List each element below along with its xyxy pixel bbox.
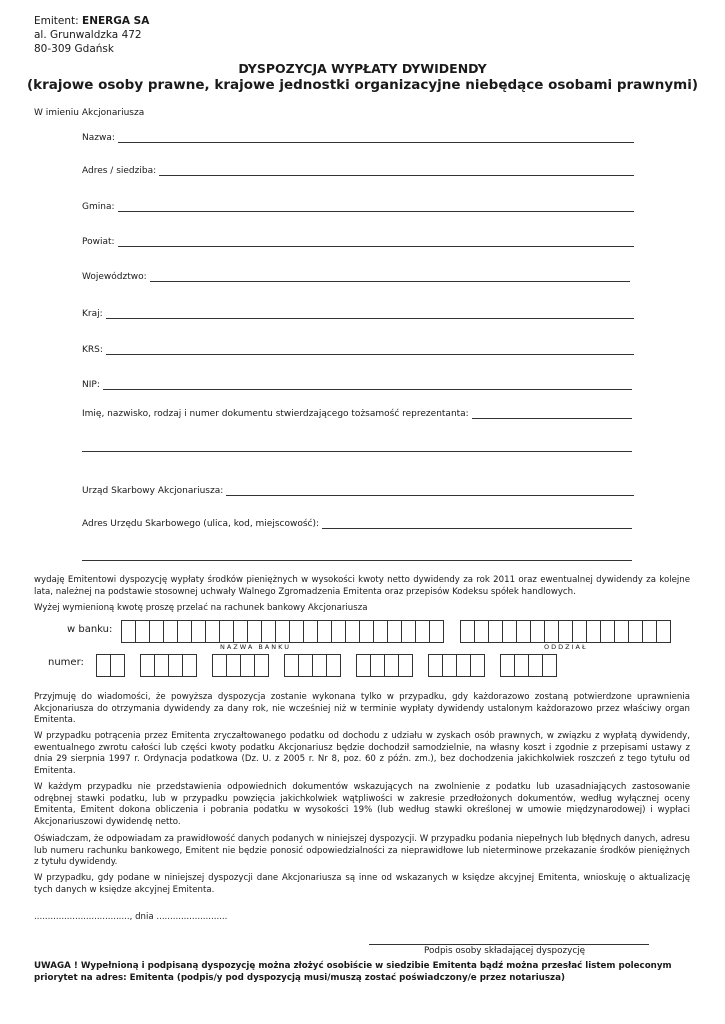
char-box[interactable] xyxy=(317,620,332,643)
char-box[interactable] xyxy=(572,620,587,643)
char-box[interactable] xyxy=(373,620,388,643)
char-box[interactable] xyxy=(442,654,457,677)
name-input-line[interactable] xyxy=(118,132,634,143)
char-box[interactable] xyxy=(140,654,155,677)
representative-continuation-line[interactable] xyxy=(82,451,632,452)
name-field[interactable] xyxy=(82,129,634,143)
krs-field[interactable] xyxy=(82,341,634,355)
char-box[interactable] xyxy=(628,620,643,643)
char-box[interactable] xyxy=(428,654,443,677)
krs-label: KRS: xyxy=(82,345,103,355)
district-label: Powiat: xyxy=(82,237,115,247)
account-number-boxes[interactable] xyxy=(96,654,556,677)
paragraph-tax-refund: W przypadku potrącenia przez Emitenta zryczałtowanego podatku od dochodu z udziału w zyskach osób prawnych, w związku z wypłatą dywidendy, ewentualnego zwrotu całości lub części kwoty podatku Akcjonariusz będzie dochodził samodzielnie, na własny koszt i zgodnie z przepisami ustawy z dnia 29 sierpnia 1997 r. Ordynacja podatkowa (Dz. U. z 2005 r. Nr 8, poz. 60 z późn. zm.), bez dochodzenia jakichkolwiek roszczeń z tego tytułu od Emitenta. xyxy=(34,731,690,776)
form-subtitle: (krajowe osoby prawne, krajowe jednostki organizacyjne niebędące osobami prawnymi) xyxy=(26,77,699,93)
char-box[interactable] xyxy=(401,620,416,643)
char-box[interactable] xyxy=(542,654,557,677)
char-box[interactable] xyxy=(226,654,241,677)
nip-input-line[interactable] xyxy=(103,379,632,390)
char-box[interactable] xyxy=(212,654,227,677)
voivodeship-input-line[interactable] xyxy=(150,271,630,282)
branch-caption: ODDZIAŁ xyxy=(544,643,588,651)
voivodeship-label: Województwo: xyxy=(82,272,147,282)
char-box[interactable] xyxy=(135,620,150,643)
bank-name-caption: NAZWA BANKU xyxy=(220,643,291,651)
char-box[interactable] xyxy=(370,654,385,677)
char-box[interactable] xyxy=(460,620,475,643)
representative-input-line[interactable] xyxy=(472,408,632,419)
char-box[interactable] xyxy=(149,620,164,643)
paragraph-data-update: W przypadku, gdy podane w niniejszej dyspozycji dane Akcjonariusza są inne od wskazanych w księdze akcyjnej Emitenta, wnioskuję o aktualizację tych danych w księdze akcyjnej Emitenta. xyxy=(34,873,690,895)
account-number-label: numer: xyxy=(48,657,84,668)
signature-caption: Podpis osoby składającej dyspozycję xyxy=(424,946,586,956)
commune-label: Gmina: xyxy=(82,202,115,212)
char-box[interactable] xyxy=(516,620,531,643)
tax-office-input-line[interactable] xyxy=(226,485,634,496)
char-box[interactable] xyxy=(312,654,327,677)
char-box[interactable] xyxy=(121,620,136,643)
char-box[interactable] xyxy=(219,620,234,643)
address-input-line[interactable] xyxy=(159,165,634,176)
transfer-text: Wyżej wymienioną kwotę proszę przelać na rachunek bankowy Akcjonariusza xyxy=(34,603,368,613)
address-field[interactable] xyxy=(82,162,634,176)
representative-label: Imię, nazwisko, rodzaj i numer dokumentu stwierdzającego tożsamość reprezentanta: xyxy=(82,409,469,419)
char-box[interactable] xyxy=(656,620,671,643)
char-box[interactable] xyxy=(387,620,402,643)
representative-field[interactable] xyxy=(82,405,632,419)
char-box[interactable] xyxy=(326,654,341,677)
char-box[interactable] xyxy=(345,620,360,643)
district-field[interactable] xyxy=(82,233,634,247)
char-box[interactable] xyxy=(177,620,192,643)
country-field[interactable] xyxy=(82,305,634,319)
district-input-line[interactable] xyxy=(118,236,634,247)
char-box[interactable] xyxy=(558,620,573,643)
issuer-city: 80-309 Gdańsk xyxy=(34,43,114,55)
char-box[interactable] xyxy=(110,654,125,677)
char-box[interactable] xyxy=(356,654,371,677)
char-box[interactable] xyxy=(233,620,248,643)
char-box[interactable] xyxy=(261,620,276,643)
nip-label: NIP: xyxy=(82,380,100,390)
krs-input-line[interactable] xyxy=(106,344,634,355)
issuer-block xyxy=(34,14,149,56)
char-box[interactable] xyxy=(289,620,304,643)
country-label: Kraj: xyxy=(82,309,103,319)
char-box[interactable] xyxy=(488,620,503,643)
form-title: DYSPOZYCJA WYPŁATY DYWIDENDY xyxy=(238,61,487,76)
char-box[interactable] xyxy=(384,654,399,677)
char-box[interactable] xyxy=(456,654,471,677)
bank-name-boxes[interactable] xyxy=(121,620,443,643)
name-label: Nazwa: xyxy=(82,133,115,143)
char-box[interactable] xyxy=(303,620,318,643)
char-box[interactable] xyxy=(429,620,444,643)
char-box[interactable] xyxy=(168,654,183,677)
signature-line[interactable] xyxy=(369,944,649,945)
country-input-line[interactable] xyxy=(106,308,634,319)
submission-notice: UWAGA ! Wypełnioną i podpisaną dyspozycję można złożyć osobiście w siedzibie Emitenta bądź można przesłać listem poleconym priorytet na adres: Emitenta (podpis/y pod dyspozycją musi/muszą zostać poświadczony/e przez notariusza) xyxy=(34,961,672,983)
char-box[interactable] xyxy=(298,654,313,677)
char-box[interactable] xyxy=(600,620,615,643)
in-bank-label: w banku: xyxy=(67,624,113,635)
char-box[interactable] xyxy=(254,654,269,677)
char-box[interactable] xyxy=(96,654,111,677)
issuer-label: Emitent: xyxy=(34,15,79,27)
char-box[interactable] xyxy=(530,620,545,643)
char-box[interactable] xyxy=(528,654,543,677)
char-box[interactable] xyxy=(359,620,374,643)
nip-field[interactable] xyxy=(82,376,632,390)
char-box[interactable] xyxy=(154,654,169,677)
char-box[interactable] xyxy=(240,654,255,677)
commune-field[interactable] xyxy=(82,198,634,212)
disposition-text: wydaję Emitentowi dyspozycję wypłaty środków pieniężnych w wysokości kwoty netto dywidendy za rok 2011 oraz ewentualnej dywidendy za kolejne lata, należnej na podstawie stosownej uchwały Walnego Zgromadzenia Emitenta oraz przepisów Kodeksu spółek handlowych. xyxy=(34,575,690,597)
place-date-line[interactable]: ..................................., dnia .......................... xyxy=(34,912,228,922)
tax-office-address-continuation-line[interactable] xyxy=(82,560,632,561)
on-behalf-label: W imieniu Akcjonariusza xyxy=(34,108,145,118)
tax-office-address-field[interactable] xyxy=(82,515,632,529)
char-box[interactable] xyxy=(284,654,299,677)
paragraph-tax-documents: W każdym przypadku nie przedstawienia odpowiednich dokumentów wskazujących na zwolnienie z podatku lub uzasadniających zastosowanie odrębnej stawki podatku, lub w przypadku powzięcia jakichkolwiek wątpliwości w zakresie przedłożonych dokumentów, według wyłącznej oceny Emitenta, Emitent dokona obliczenia i pobrania podatku w wysokości 19% (lub według stawki określonej w umowie międzynarodowej) i wypłaci Akcjonariuszowi dywidendę netto. xyxy=(34,782,690,827)
issuer-street: al. Grunwaldzka 472 xyxy=(34,29,142,41)
char-box[interactable] xyxy=(275,620,290,643)
char-box[interactable] xyxy=(182,654,197,677)
tax-office-address-label: Adres Urzędu Skarbowego (ulica, kod, miejscowość): xyxy=(82,519,320,529)
char-box[interactable] xyxy=(502,620,517,643)
char-box[interactable] xyxy=(470,654,485,677)
char-box[interactable] xyxy=(398,654,413,677)
tax-office-label: Urząd Skarbowy Akcjonariusza: xyxy=(82,486,224,496)
char-box[interactable] xyxy=(474,620,489,643)
paragraph-acknowledgement: Przyjmuję do wiadomości, że powyższa dyspozycja zostanie wykonana tylko w przypadku, gdy każdorazowo zostaną potwierdzone uprawnienia Akcjonariusza do otrzymania dywidendy za dany rok, nie wcześniej niż w terminie wypłaty dywidendy ustalonym każdorazowo przez właściwy organ Emitenta. xyxy=(34,692,690,726)
char-box[interactable] xyxy=(586,620,601,643)
char-box[interactable] xyxy=(415,620,430,643)
tax-office-address-input-line[interactable] xyxy=(322,518,632,529)
issuer-name: ENERGA SA xyxy=(82,15,150,27)
char-box[interactable] xyxy=(331,620,346,643)
char-box[interactable] xyxy=(191,620,206,643)
char-box[interactable] xyxy=(544,620,559,643)
commune-input-line[interactable] xyxy=(118,201,635,212)
char-box[interactable] xyxy=(614,620,629,643)
char-box[interactable] xyxy=(247,620,262,643)
paragraph-data-responsibility: Oświadczam, że odpowiadam za prawidłowość danych podanych w niniejszej dyspozycji. W przypadku podania niepełnych lub błędnych danych, adresu lub numeru rachunku bankowego, Emitent nie będzie ponosić odpowiedzialności za nieprawidłowe lub nieterminowe przekazanie środków pieniężnych z tytułu dywidendy. xyxy=(34,834,690,868)
char-box[interactable] xyxy=(163,620,178,643)
char-box[interactable] xyxy=(642,620,657,643)
char-box[interactable] xyxy=(514,654,529,677)
address-label: Adres / siedziba: xyxy=(82,166,157,176)
branch-boxes[interactable] xyxy=(460,620,670,643)
voivodeship-field[interactable] xyxy=(82,268,630,282)
tax-office-field[interactable] xyxy=(82,482,634,496)
char-box[interactable] xyxy=(500,654,515,677)
char-box[interactable] xyxy=(205,620,220,643)
